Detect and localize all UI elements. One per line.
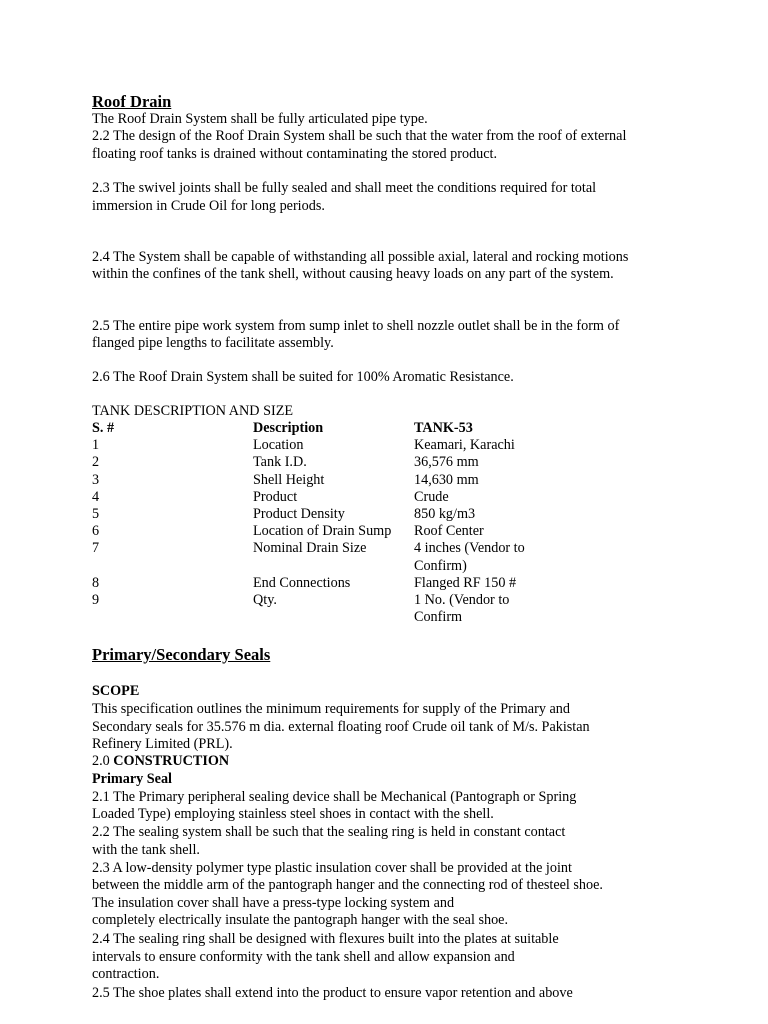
seal-line: 2.4 The sealing ring shall be designed with flexures built into the plates at suitable <box>92 931 559 947</box>
cell-description: End Connections <box>253 574 351 591</box>
tank-table-title: TANK DESCRIPTION AND SIZE <box>92 403 294 419</box>
para-2-3-line-2: immersion in Crude Oil for long periods. <box>92 198 325 214</box>
col-header-description: Description <box>253 420 324 436</box>
para-2-6: 2.6 The Roof Drain System shall be suited for 100% Aromatic Resistance. <box>92 369 514 385</box>
cell-description: Nominal Drain Size <box>253 540 367 557</box>
cell-sno: 3 <box>92 471 100 488</box>
table-row <box>92 489 552 506</box>
table-row <box>92 540 552 574</box>
para-2-2-line-2: floating roof tanks is drained without contaminating the stored product. <box>92 146 498 162</box>
seal-line: intervals to ensure conformity with the tank shell and allow expansion and <box>92 949 515 965</box>
seal-line: 2.1 The Primary peripheral sealing device shall be Mechanical (Pantograph or Spring <box>92 789 577 805</box>
para-2-5-line-2: flanged pipe lengths to facilitate assembly. <box>92 335 334 351</box>
cell-sno: 5 <box>92 506 100 523</box>
cell-description: Shell Height <box>253 471 325 488</box>
cell-value: Crude <box>414 488 449 505</box>
table-row <box>92 437 552 454</box>
tank-description-table <box>92 420 552 626</box>
cell-description: Product <box>253 488 298 505</box>
cell-description: Qty. <box>253 592 277 609</box>
cell-value: 14,630 mm <box>414 471 479 488</box>
cell-sno: 2 <box>92 454 100 471</box>
cell-sno: 8 <box>92 574 100 591</box>
para-2-2-line-1: 2.2 The design of the Roof Drain System shall be such that the water from the roof of external <box>92 128 627 144</box>
table-row <box>92 592 552 626</box>
para-2-5-line-1: 2.5 The entire pipe work system from sump inlet to shell nozzle outlet shall be in the form of <box>92 318 620 334</box>
roof-drain-intro: The Roof Drain System shall be fully articulated pipe type. <box>92 111 428 127</box>
seal-line: The insulation cover shall have a press-type locking system and <box>92 895 455 911</box>
cell-description: Tank I.D. <box>253 454 307 471</box>
col-header-tank: TANK-53 <box>414 420 473 436</box>
cell-value: Roof Center <box>414 523 484 540</box>
cell-sno: 9 <box>92 592 100 609</box>
table-row <box>92 523 552 540</box>
scope-line-3: Refinery Limited (PRL). <box>92 736 233 752</box>
para-2-3-line-1: 2.3 The swivel joints shall be fully sealed and shall meet the conditions required for total <box>92 180 597 196</box>
seal-line: Loaded Type) employing stainless steel shoes in contact with the shell. <box>92 806 494 822</box>
para-2-4-line-1: 2.4 The System shall be capable of withstanding all possible axial, lateral and rocking motions <box>92 249 629 265</box>
cell-value: 850 kg/m3 <box>414 506 476 523</box>
scope-line-2: Secondary seals for 35.576 m dia. external floating roof Crude oil tank of M/s. Pakistan <box>92 719 590 735</box>
cell-sno: 6 <box>92 523 100 540</box>
cell-sno: 7 <box>92 540 100 557</box>
table-row <box>92 506 552 523</box>
scope-line-1: This specification outlines the minimum requirements for supply of the Primary and <box>92 701 570 717</box>
cell-description: Product Density <box>253 506 345 523</box>
table-row <box>92 454 552 471</box>
construction-heading <box>92 753 229 770</box>
cell-value: Flanged RF 150 # <box>414 574 517 591</box>
scope-title: SCOPE <box>92 683 140 699</box>
cell-description: Location of Drain Sump <box>253 523 392 540</box>
table-header-row <box>92 420 552 437</box>
roof-drain-heading: Roof Drain <box>92 92 172 111</box>
seal-line: completely electrically insulate the pantograph hanger with the seal shoe. <box>92 912 509 928</box>
seal-line: with the tank shell. <box>92 842 200 858</box>
cell-description: Location <box>253 437 304 454</box>
construction-title: CONSTRUCTION <box>113 753 230 769</box>
seals-heading: Primary/Secondary Seals <box>92 645 271 664</box>
cell-sno: 4 <box>92 488 100 505</box>
cell-value: 36,576 mm <box>414 454 479 471</box>
construction-number: 2.0 <box>92 753 114 769</box>
seal-line: 2.5 The shoe plates shall extend into the product to ensure vapor retention and above <box>92 985 573 1001</box>
seal-line: between the middle arm of the pantograph hanger and the connecting rod of thesteel shoe. <box>92 877 603 893</box>
para-2-4-line-2: within the confines of the tank shell, without causing heavy loads on any part of the system. <box>92 266 614 282</box>
cell-value: Keamari, Karachi <box>414 437 515 454</box>
seal-line: contraction. <box>92 966 160 982</box>
seal-line: 2.3 A low-density polymer type plastic insulation cover shall be provided at the joint <box>92 860 572 876</box>
table-row <box>92 472 552 489</box>
seal-line: 2.2 The sealing system shall be such that the sealing ring is held in constant contact <box>92 824 566 840</box>
cell-value: 1 No. (Vendor to Confirm <box>414 592 510 626</box>
cell-sno: 1 <box>92 437 100 454</box>
col-header-sno: S. # <box>92 420 115 436</box>
cell-value: 4 inches (Vendor to Confirm) <box>414 540 525 574</box>
table-row <box>92 575 552 592</box>
primary-seal-subheading: Primary Seal <box>92 771 172 787</box>
